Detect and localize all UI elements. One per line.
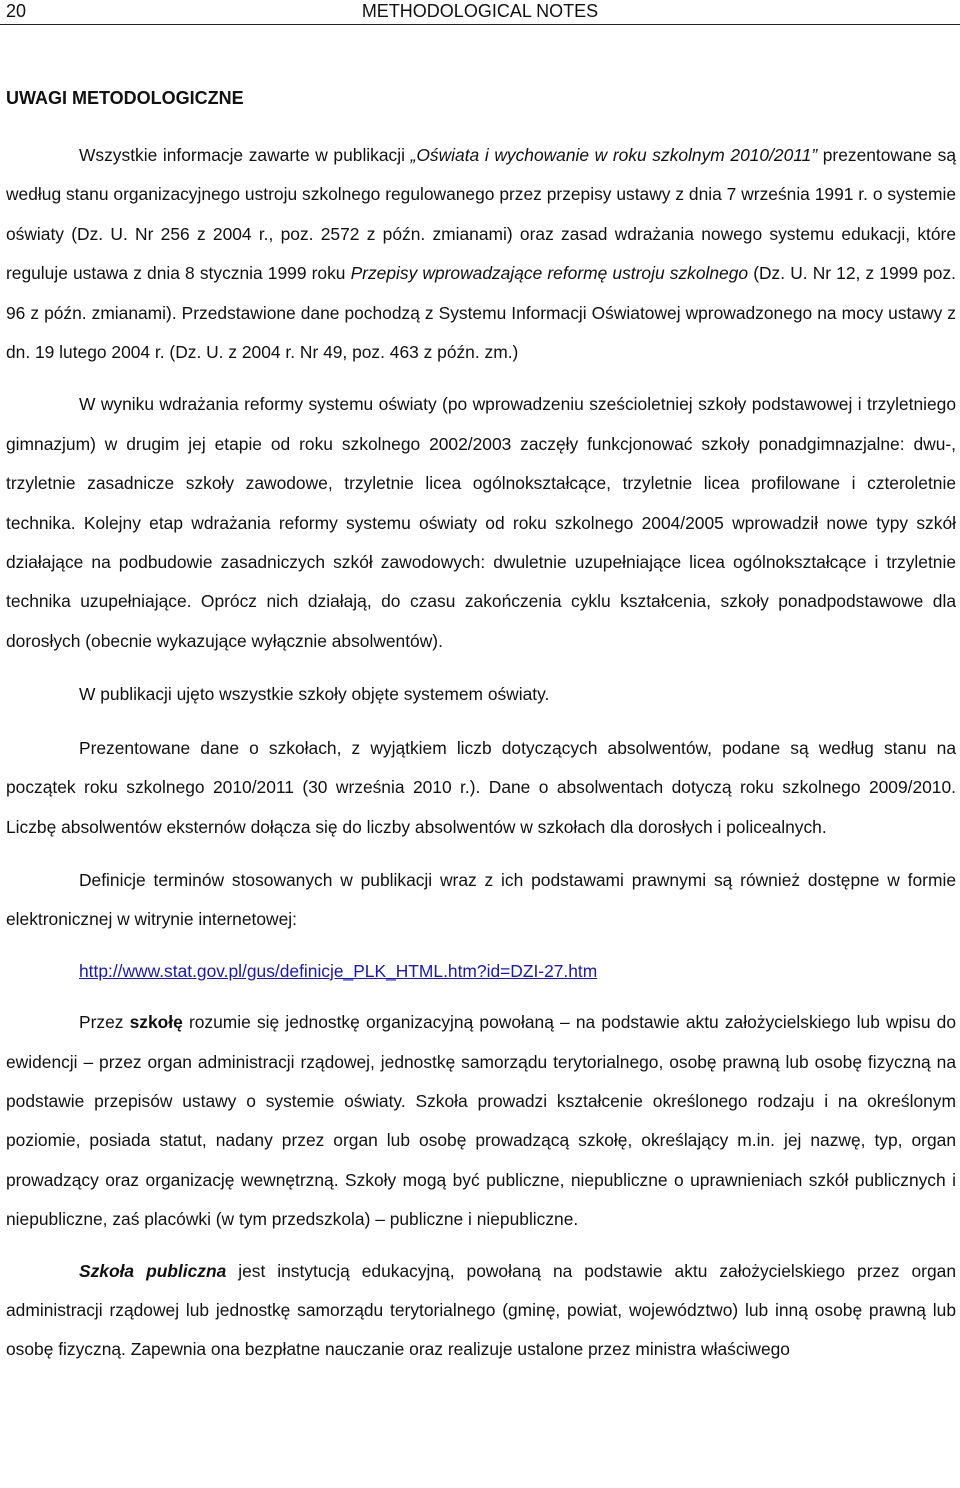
section-heading: UWAGI METODOLOGICZNE [6,88,244,108]
term-school: szkołę [129,1012,183,1033]
paragraph-reform: W wyniku wdrażania reformy systemu oświaty (po wprowadzeniu sześcioletniej szkoły podstawowej i trzyletniego gimnazjum) w drugim jej etapie od roku szkolnego 2002/2003 zaczęły funkcjonować szkoły ponadgimnazjalne: dwu-, trzyletnie zasadnicze szkoły zawodowe, trzyletnie licea ogólnokształcące, trzyletnie licea profilowane i czteroletnie technika. Kolejny etap wdrażania reformy systemu oświaty od roku szkolnego 2004/2005 wprowadził nowe typy szkół działające na podbudowie zasadniczych szkół zawodowych: dwuletnie uzupełniające licea ogólnokształcące i trzyletnie technika uzupełniające. Oprócz nich działają, do czasu zakończenia cyklu kształcenia, szkoły ponadpodstawowe dla dorosłych (obecnie wykazujące wyłącznie absolwentów). [6,394,956,651]
paragraph-intro-text-1: Wszystkie informacje zawarte w publikacji [79,145,411,165]
definitions-link[interactable]: http://www.stat.gov.pl/gus/definicje_PLK_HTML.htm?id=DZI-27.htm [79,960,598,981]
school-def-text-2: rozumie się jednostkę organizacyjną powołaną – na podstawie aktu założycielskiego lub wpisu do ewidencji – przez organ administracji rządowej, jednostkę samorządu terytorialnego, osobę prawną lub osobę fizyczną na podstawie przepisów ustawy o systemie oświaty. Szkoła prowadzi kształcenie określonego rodzaju i na określonym poziomie, posiada statut, nadany przez organ lub osobę prowadzącą szkołę, określający m.in. jej nazwę, typ, organ prowadzący oraz organizację wewnętrzną. Szkoły mogą być publiczne, niepubliczne o uprawnieniach szkół publicznych i niepubliczne, zaś placówki (w tym przedszkola) – publiczne i niepubliczne. [6,1012,956,1230]
page-number: 20 [6,1,27,21]
paragraph-data-date: Prezentowane dane o szkołach, z wyjątkiem liczb dotyczących absolwentów, podane są według stanu na początek roku szkolnego 2010/2011 (30 września 2010 r.). Dane o absolwentach dotyczą roku szkolnego 2009/2010. Liczbę absolwentów eksternów dołącza się do liczby absolwentów w szkołach dla dorosłych i policealnych. [6,737,956,837]
school-def-text-1: Przez [79,1012,130,1033]
public-school-text: jest instytucją edukacyjną, powołaną na podstawie aktu założycielskiego przez organ administracji rządowej lub jednostkę samorządu terytorialnego (gminę, powiat, województwo) lub inną osobę prawną lub osobę fizyczną. Zapewnia ona bezpłatne nauczanie oraz realizuje ustalone przez ministra właściwego [6,1260,956,1360]
publication-title: „Oświata i wychowanie w roku szkolnym 2010/2011” [410,145,818,165]
paragraph-definitions: Definicje terminów stosowanych w publikacji wraz z ich podstawami prawnymi są również dostępne w formie elektronicznej w witrynie internetowej: [6,869,956,930]
paragraph-scope: W publikacji ujęto wszystkie szkoły objęte systemem oświaty. [79,684,550,705]
paragraph-intro-text-3: (Dz. U. Nr 12, z 1999 poz. 96 z późn. zmianami). Przedstawione dane pochodzą z Systemu Informacji Oświatowej wprowadzonego na mocy ustawy z dn. 19 lutego 2004 r. (Dz. U. z 2004 r. Nr 49, poz. 463 z późn. zm.) [6,263,956,363]
page-header [0,0,960,25]
paragraph-public-school [6,1252,956,1370]
paragraph-intro-text-2: prezentowane są według stanu organizacyjnego ustroju szkolnego regulowanego przez przepisy ustawy z dnia 7 września 1991 r. o systemie oświaty (Dz. U. Nr 256 z 2004 r., poz. 2572 z późn. zmianami) oraz zasad wdrażania nowego systemu edukacji, które reguluje ustawa z dnia 8 stycznia 1999 roku [6,145,956,284]
document-body [6,80,956,1370]
paragraph-school-definition [6,1003,956,1239]
act-title: Przepisy wprowadzające reformę ustroju szkolnego [350,263,749,284]
running-title: METHODOLOGICAL NOTES [361,1,599,21]
definitions-link-line [6,952,956,991]
paragraph-intro [6,136,956,372]
term-public-school: Szkoła publiczna [79,1260,227,1281]
